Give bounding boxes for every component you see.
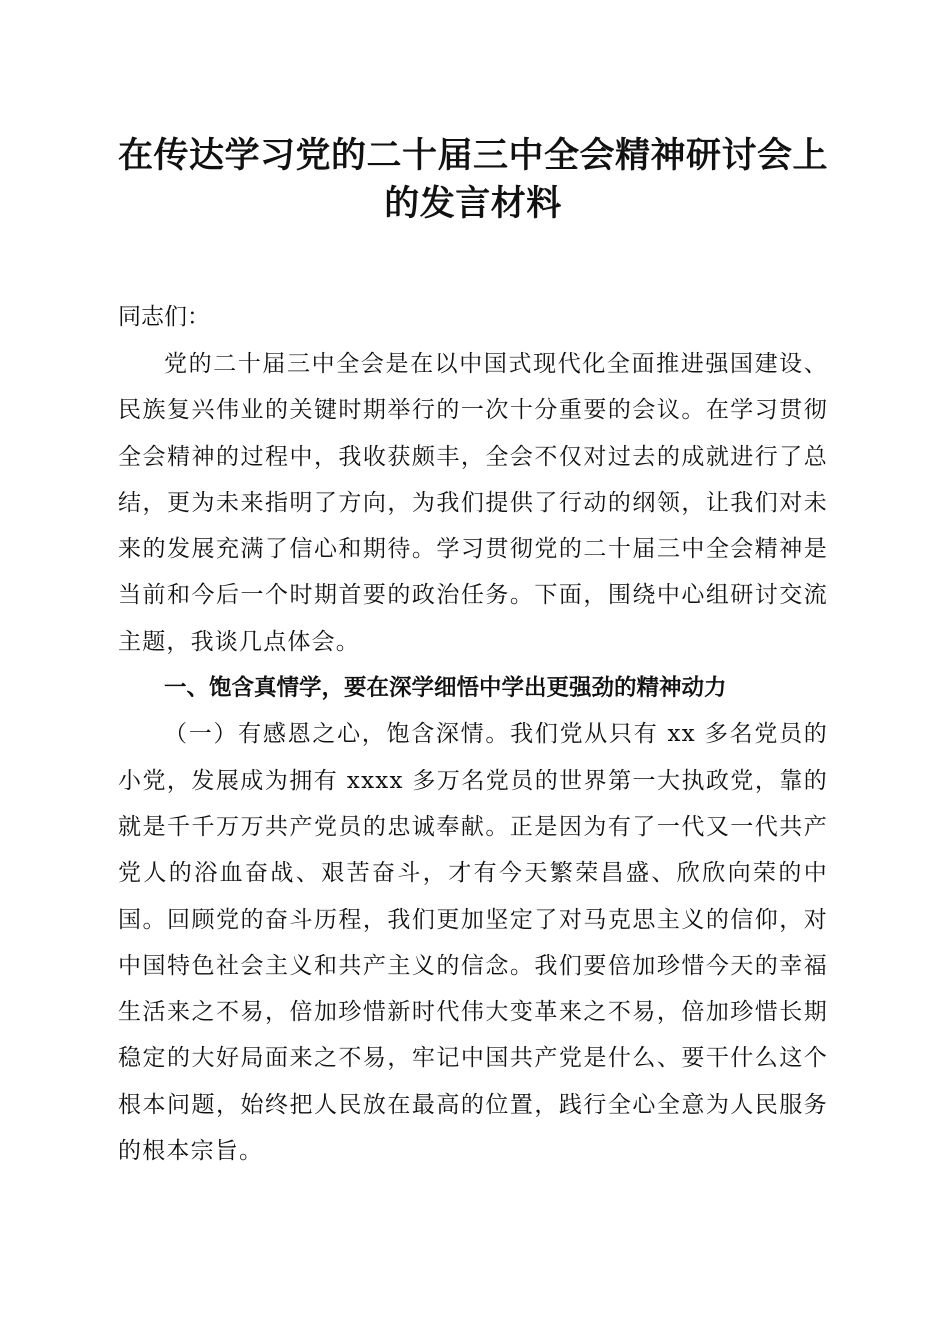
subsection-text: 我们党从只有 xx 多名党员的小党，发展成为拥有 xxxx 多万名党员的世界第一大执政党，靠的就是千千万万共产党员的忠诚奉献。正是因为有了一代又一代共产党人的浴血奋战、艰苦奋斗，才有今天繁荣昌盛、欣欣向荣的中国。回顾党的奋斗历程，我们更加坚定了对马克思主义的信仰，对中国特色社会主义和共产主义的信念。我们要倍加珍惜今天的幸福生活来之不易，倍加珍惜新时代伟大变革来之不易，倍加珍惜长期稳定的大好局面来之不易，牢记中国共产党是什么、要干什么这个根本问题，始终把人民放在最高的位置，践行全心全意为人民服务的根本宗旨。 xyxy=(118,721,828,1165)
title-line-1: 在传达学习党的二十届三中全会精神研讨会上 xyxy=(118,135,829,176)
title-line-2: 的发言材料 xyxy=(384,183,562,224)
section-heading-1: 一、饱含真情学，要在深学细悟中学出更强劲的精神动力 xyxy=(164,675,727,702)
greeting: 同志们： xyxy=(118,304,210,330)
subsection-paragraph-1 xyxy=(118,711,828,1174)
document-title xyxy=(118,132,828,228)
document-body xyxy=(118,132,828,1174)
intro-paragraph: 党的二十届三中全会是在以中国式现代化全面推进强国建设、民族复兴伟业的关键时期举行的一次十分重要的会议。在学习贯彻全会精神的过程中，我收获颇丰，全会不仅对过去的成就进行了总结，更为未来指明了方向，为我们提供了行动的纲领，让我们对未来的发展充满了信心和期待。学习贯彻党的二十届三中全会精神是当前和今后一个时期首要的政治任务。下面，围绕中心组研讨交流主题，我谈几点体会。 xyxy=(118,351,828,655)
subsection-lead: （一）有感恩之心，饱含深情。 xyxy=(164,721,511,748)
